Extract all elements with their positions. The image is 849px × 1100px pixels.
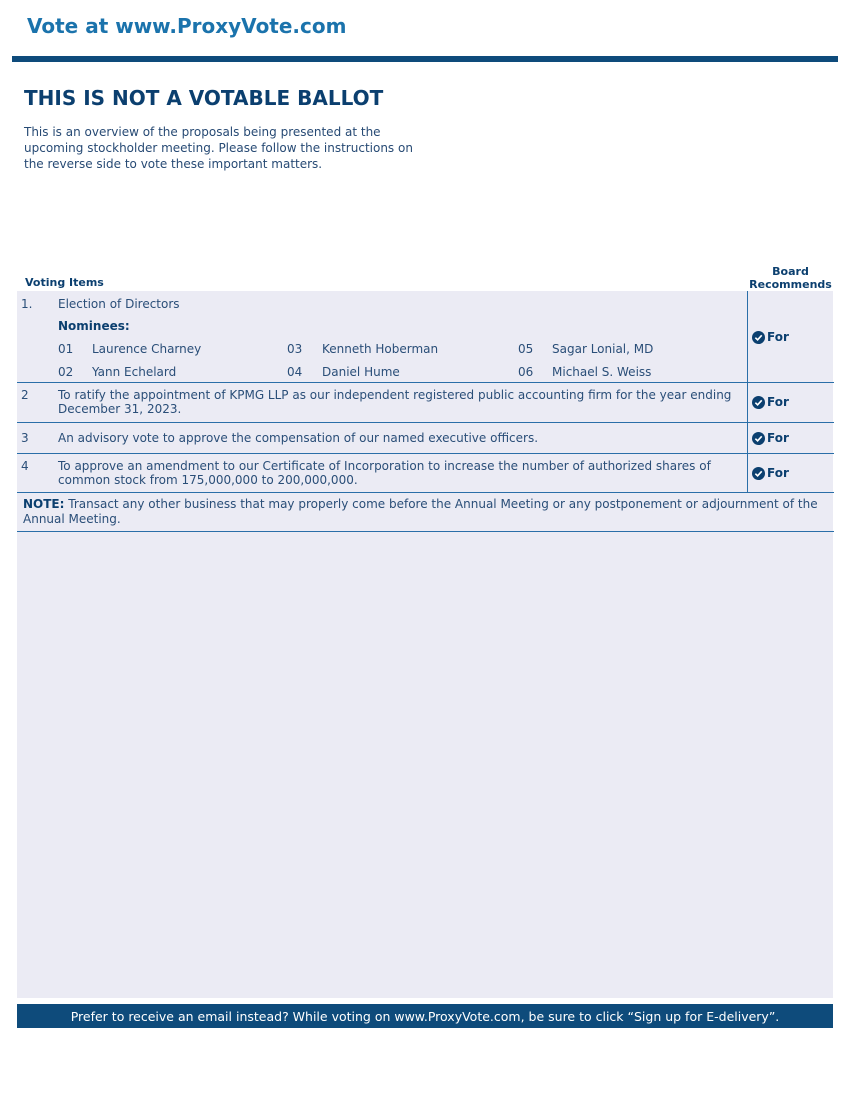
item-1-number: 1. [21, 297, 33, 311]
note-text [23, 497, 823, 527]
note-label: NOTE: [23, 497, 65, 511]
recommendation-badge [752, 431, 789, 445]
check-circle-icon [752, 432, 765, 445]
e-delivery-banner [17, 1004, 833, 1028]
row-divider [17, 382, 834, 383]
recommendation-text: For [767, 466, 789, 480]
nominee-number: 05 [518, 342, 534, 356]
item-3-text: An advisory vote to approve the compensation of our named executive officers. [58, 431, 539, 445]
board-header-line1: Board [772, 265, 809, 278]
recommendation-text: For [767, 431, 789, 445]
recommendation-badge [752, 330, 789, 344]
e-delivery-text: Prefer to receive an email instead? While voting on www.ProxyVote.com, be sure to click “Sign up for E-delivery”. [70, 1008, 780, 1024]
row-divider [17, 531, 834, 532]
nominee-number: 06 [518, 365, 534, 379]
item-3-number: 3 [21, 431, 29, 445]
nominee-name: Michael S. Weiss [552, 365, 652, 379]
nominees-label: Nominees: [58, 319, 130, 333]
header-rule [12, 56, 838, 62]
board-recommends-header [747, 265, 834, 291]
item-4-number: 4 [21, 459, 29, 473]
recommendation-text: For [767, 330, 789, 344]
check-circle-icon [752, 331, 765, 344]
nominee-number: 01 [58, 342, 74, 356]
nominee-number: 03 [287, 342, 303, 356]
nominee-name: Yann Echelard [92, 365, 177, 379]
row-divider [17, 422, 834, 423]
voting-items-header: Voting Items [25, 276, 104, 289]
nominee-name: Kenneth Hoberman [322, 342, 439, 356]
column-divider [747, 291, 748, 492]
board-header-line2: Recommends [749, 278, 832, 291]
row-divider [17, 492, 834, 493]
recommendation-badge [752, 395, 789, 409]
vote-link[interactable]: Vote at www.ProxyVote.com [27, 14, 347, 38]
recommendation-text: For [767, 395, 789, 409]
nominee-name: Laurence Charney [92, 342, 202, 356]
item-2-text: To ratify the appointment of KPMG LLP as our independent registered public accounting firm for the year ending December 31, 2023. [58, 388, 732, 416]
nominee-number: 02 [58, 365, 74, 379]
nominee-name: Sagar Lonial, MD [552, 342, 654, 356]
item-1-text: Election of Directors [58, 297, 180, 311]
intro-text: This is an overview of the proposals being presented at the upcoming stockholder meeting. Please follow the instructions on the reverse side to vote these important matters. [24, 125, 413, 171]
item-2-number: 2 [21, 388, 29, 402]
note-body: Transact any other business that may properly come before the Annual Meeting or any postponement or adjournment of the Annual Meeting. [23, 497, 818, 526]
recommendation-badge [752, 466, 789, 480]
item-4-text: To approve an amendment to our Certificate of Incorporation to increase the number of authorized shares of common stock from 175,000,000 to 200,000,000. [58, 459, 711, 487]
nominee-name: Daniel Hume [322, 365, 400, 379]
check-circle-icon [752, 467, 765, 480]
check-circle-icon [752, 396, 765, 409]
page-title: THIS IS NOT A VOTABLE BALLOT [24, 86, 384, 110]
row-divider [17, 453, 834, 454]
nominee-number: 04 [287, 365, 303, 379]
